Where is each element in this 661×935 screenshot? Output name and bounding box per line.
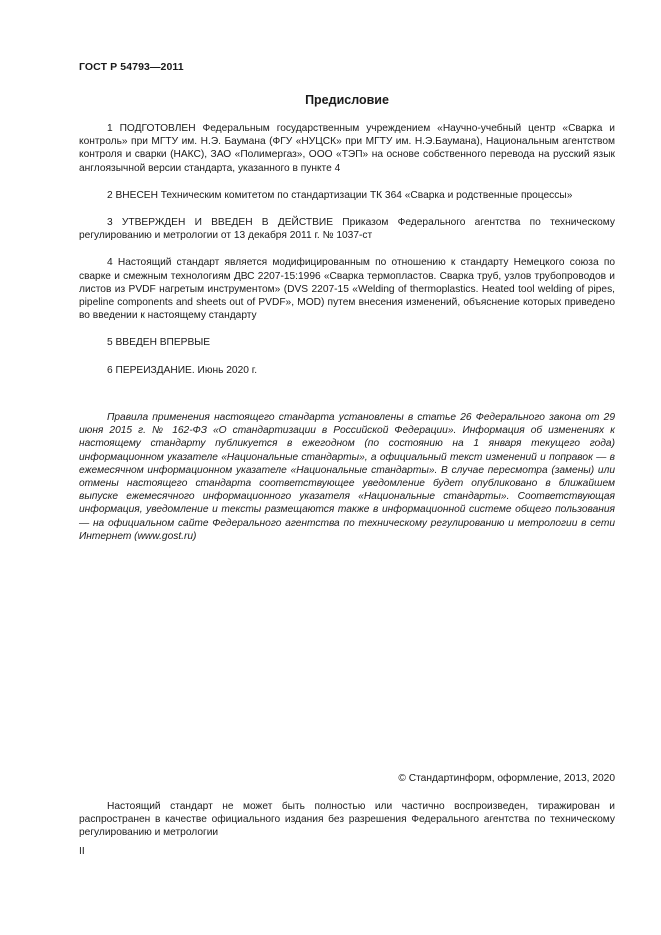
foreword-item-3: 3 УТВЕРЖДЕН И ВВЕДЕН В ДЕЙСТВИЕ Приказом Федерального агентства по техническому регулированию и метрологии от 13 декабря 2011 г. № 1037-ст xyxy=(79,217,615,242)
document-code-header: ГОСТ Р 54793—2011 xyxy=(79,61,184,73)
foreword-item-6: 6 ПЕРЕИЗДАНИЕ. Июнь 2020 г. xyxy=(107,364,258,376)
copyright-line: © Стандартинформ, оформление, 2013, 2020 xyxy=(398,773,615,784)
reproduction-notice: Настоящий стандарт не может быть полностью или частично воспроизведен, тиражирован и распространен в качестве официального издания без разрешения Федерального агентства по техническому регулированию и метрологии xyxy=(79,801,615,839)
foreword-item-2: 2 ВНЕСЕН Техническим комитетом по стандартизации ТК 364 «Сварка и родственные процессы» xyxy=(107,189,573,201)
foreword-item-1: 1 ПОДГОТОВЛЕН Федеральным государственным учреждением «Научно-учебный центр «Сварка и контроль» при МГТУ им. Н.Э. Баумана (ФГУ «НУЦСК» при МГТУ им. Н.Э.Баумана), Национальным агентством контроля и сварки (НАКС), ЗАО «Полимергаз», ООО «ТЭП» на основе собственного перевода на русский язык англоязычной версии стандарта, указанного в пункте 4 xyxy=(79,123,615,174)
foreword-item-4: 4 Настоящий стандарт является модифицированным по отношению к стандарту Немецкого союза по сварке и смежным технологиям ДВС 2207-15:1996 «Сварка термопластов. Сварка труб, узлов трубопроводов и листов из PVDF нагретым инструментом» (DVS 2207-15 «Welding of thermoplastics. Heated tool welding of pipes, pipeline components and sheets out of PVDF», MOD) путем внесения изменений, объяснение которых приведено во введении к настоящему стандарту xyxy=(79,257,615,322)
page-title: Предисловие xyxy=(305,93,389,107)
foreword-item-5: 5 ВВЕДЕН ВПЕРВЫЕ xyxy=(107,337,211,349)
page-number: II xyxy=(79,846,85,857)
rules-notice: Правила применения настоящего стандарта установлены в статье 26 Федерального закона от 29 июня 2015 г. № 162-ФЗ «О стандартизации в Российской Федерации». Информация об изменениях к настоящему стандарту публикуется в ежегодном (по состоянию на 1 января текущего года) информационном указателе «Национальные стандарты», а официальный текст изменений и поправок — в ежемесячном информационном указателе «Национальные стандарты». В случае пересмотра (замены) или отмены настоящего стандарта соответствующее уведомление будет опубликовано в ближайшем выпуске ежемесячного информационного указателя «Национальные стандарты». Соответствующая информация, уведомление и тексты размещаются также в информационной системе общего пользования — на официальном сайте Федерального агентства по техническому регулированию и метрологии в сети Интернет (www.gost.ru) xyxy=(79,412,615,542)
foreword-content xyxy=(79,122,615,377)
